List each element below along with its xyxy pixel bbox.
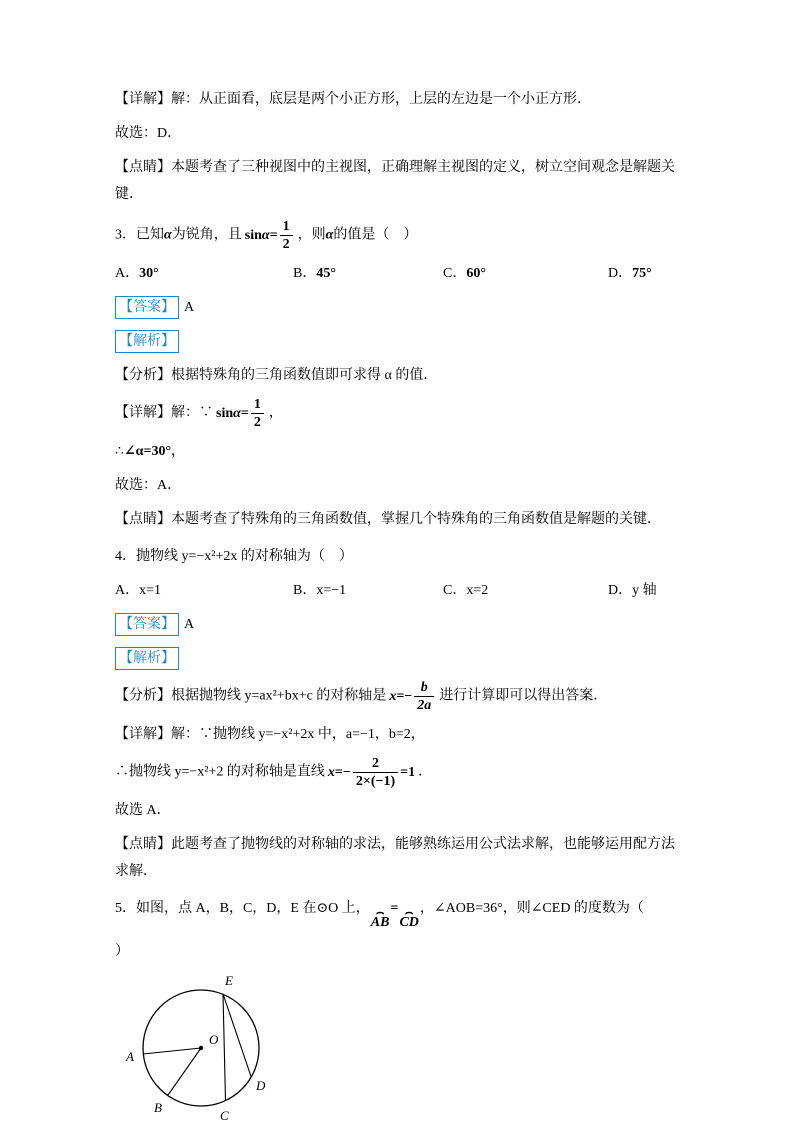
q4-axis-formula (389, 679, 436, 714)
jiexi-tag: 【解析】 (115, 647, 179, 670)
q3-stem (115, 218, 682, 253)
sin-eq: = (269, 228, 278, 243)
sin-var: α (233, 406, 241, 421)
label-C: C (220, 1108, 229, 1123)
axis-var: x (389, 689, 397, 704)
q3-analysis-paragraph: 【分析】根据特殊角的三角函数值即可求得 α 的值． (115, 368, 438, 383)
q4-calc-formula (328, 755, 415, 790)
q3-conclude-post: ， (171, 444, 186, 459)
arc-AB (370, 904, 390, 931)
option-label: A． (115, 266, 140, 281)
q4-options-row (115, 577, 682, 604)
fraction-numerator: 2 (353, 755, 398, 773)
calc-fraction (353, 755, 398, 790)
q3-alpha: α (164, 227, 172, 243)
option-label: D． (608, 583, 633, 598)
q3-option-b (293, 260, 443, 287)
fraction-denominator: 2a (417, 698, 432, 713)
option-value: 30° (139, 266, 159, 281)
q4-analysis-post: 进行计算即可以得出答案． (439, 688, 608, 704)
q3-detail-post: ， (268, 405, 283, 421)
q4-jiexi-row (115, 645, 682, 672)
q4-conclude-pre: ∴抛物线 y=−x²+2 的对称轴是直线 (115, 764, 325, 780)
radius-OB (168, 1048, 201, 1096)
q3-sin-formula (245, 218, 295, 253)
q2-choose-paragraph: 故选：D． (115, 126, 182, 141)
q5-stem-pre: 5．如图，点 A，B，C，D，E 在⊙O 上， (115, 901, 370, 916)
q3-option-d (608, 260, 652, 287)
q4-choose-paragraph: 故选 A． (115, 803, 171, 818)
sin-fn: sin (216, 406, 234, 421)
label-A: A (126, 1049, 134, 1064)
therefore-symbol: ∴ (115, 444, 124, 459)
arc-letters: CD (399, 915, 419, 930)
circle-figure (123, 972, 291, 1123)
calc-result: =1 (400, 765, 416, 780)
fraction-numerator: b (414, 679, 434, 697)
option-value: 75° (632, 266, 652, 281)
sin-fn: sin (244, 228, 262, 243)
q4-detail-paragraph: 【详解】解：∵抛物线 y=−x²+2x 中，a=−1，b=2， (115, 727, 425, 742)
label-D: D (256, 1078, 266, 1093)
chord-EC (223, 994, 226, 1101)
arc-symbol: ⌢ (404, 904, 414, 919)
answer-value: A (184, 300, 195, 315)
answer-value: A (184, 617, 195, 632)
q4-option-d (608, 577, 657, 604)
option-label: B． (293, 583, 317, 598)
q3-option-a (115, 260, 293, 287)
calc-eq: =− (334, 765, 351, 780)
q5-stem-post: ，∠AOB=36°，则∠CED 的度数为（ (419, 901, 644, 916)
option-value: x=2 (466, 583, 489, 598)
q5-eq: = (390, 901, 399, 916)
option-label: D． (608, 266, 633, 281)
label-E: E (225, 973, 233, 988)
calc-var: x (327, 765, 335, 780)
option-value: 60° (466, 266, 486, 281)
q3-stem-mid: 为锐角，且 (171, 227, 242, 243)
q3-detail-paragraph (115, 396, 682, 431)
option-label: C． (443, 266, 467, 281)
q3-detail-pre: 【详解】解：∵ (115, 405, 213, 421)
q2-detail-paragraph: 【详解】解：从正面看，底层是两个小正方形，上层的左边是一个小正方形． (115, 92, 591, 107)
q3-options-row (115, 260, 682, 287)
answer-tag: 【答案】 (115, 613, 179, 636)
fraction-numerator: 1 (280, 218, 293, 236)
q2-point-paragraph: 【点睛】本题考查了三种视图中的主视图，正确理解主视图的定义，树立空间观念是解题关键． (115, 160, 675, 202)
q3-sin-formula-2 (216, 396, 266, 431)
fraction-denominator: 2 (253, 415, 261, 430)
axis-fraction (414, 679, 434, 714)
option-label: C． (443, 583, 467, 598)
q3-stem-pre: 3．已知 (115, 227, 164, 243)
q4-stem: 4．抛物线 y=−x²+2x 的对称轴为（ ） (115, 549, 353, 564)
q4-conclude-post: ． (418, 764, 433, 780)
sin-var: α (261, 228, 270, 243)
option-value: y 轴 (632, 583, 657, 598)
arc-letters: AB (370, 915, 390, 930)
fraction-denominator: 2×(−1) (355, 774, 396, 789)
radius-OA (143, 1048, 201, 1054)
jiexi-tag: 【解析】 (115, 330, 179, 353)
q4-option-a (115, 577, 293, 604)
q3-point-paragraph: 【点睛】本题考查了特殊角的三角函数值，掌握几个特殊角的三角函数值是解题的关键． (115, 512, 661, 527)
q3-stem-post1: ，则 (297, 227, 326, 243)
option-label: A． (115, 583, 140, 598)
q3-choose-paragraph: 故选：A． (115, 478, 182, 493)
q4-option-c (443, 577, 608, 604)
q4-point-paragraph: 【点睛】此题考查了抛物线的对称轴的求法，能够熟练运用公式法求解，也能够运用配方法求解． (115, 837, 675, 879)
q4-option-b (293, 577, 443, 604)
axis-eq: =− (396, 689, 413, 704)
arc-CD (399, 904, 419, 931)
label-O: O (209, 1032, 219, 1047)
q3-alpha2: α (325, 227, 334, 243)
answer-tag: 【答案】 (115, 296, 179, 319)
q3-conclude-paragraph (115, 438, 682, 465)
sin-fraction (251, 396, 264, 431)
q5-stem-close: ） (115, 944, 129, 959)
q4-answer-row (115, 611, 682, 638)
fraction-denominator: 2 (282, 237, 290, 252)
q3-answer-row (115, 294, 682, 321)
q5-figure (123, 972, 682, 1123)
arc-symbol: ⌢ (375, 904, 385, 919)
chord-ED (223, 994, 251, 1077)
option-label: B． (293, 266, 317, 281)
option-value: x=1 (139, 583, 162, 598)
q4-analysis-pre: 【分析】根据抛物线 y=ax²+bx+c 的对称轴是 (115, 688, 387, 704)
fraction-numerator: 1 (251, 396, 264, 414)
q4-conclude-paragraph (115, 755, 682, 790)
sin-fraction (280, 218, 293, 253)
q3-option-c (443, 260, 608, 287)
q3-jiexi-row (115, 328, 682, 355)
option-value: 45° (316, 266, 336, 281)
q3-conclude-math: ∠α=30° (123, 444, 172, 459)
q4-analysis-paragraph (115, 679, 682, 714)
q5-stem (115, 895, 682, 931)
q3-stem-post2: 的值是（ ） (333, 227, 418, 243)
sin-eq: = (240, 406, 249, 421)
label-B: B (154, 1100, 162, 1115)
option-value: x=−1 (316, 583, 347, 598)
